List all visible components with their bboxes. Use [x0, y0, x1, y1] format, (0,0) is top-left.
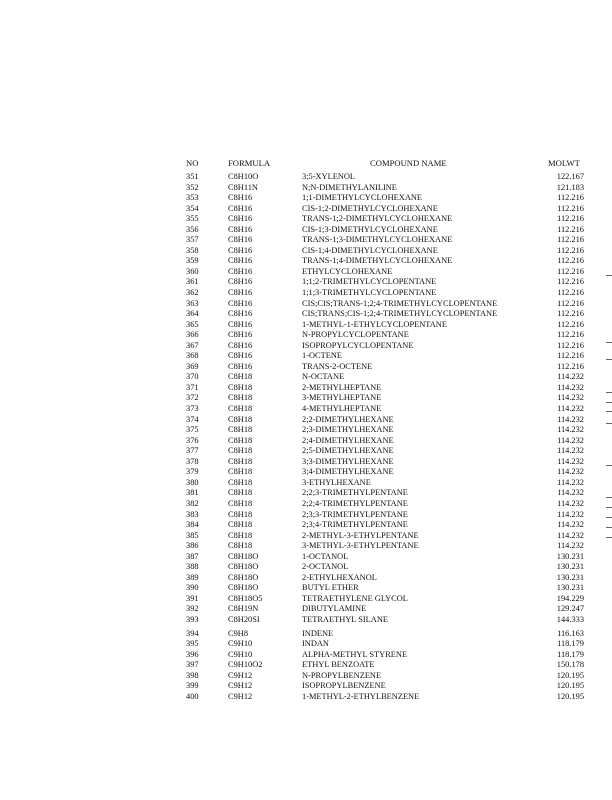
row-compound-name: 2;5-DIMETHYLHEXANE [302, 446, 394, 456]
table-row [0, 425, 612, 436]
table-row [0, 446, 612, 457]
edge-mark [606, 423, 612, 424]
row-compound-name: N-PROPYLCYCLOPENTANE [302, 330, 409, 340]
row-no: 393 [186, 614, 199, 624]
table-row [0, 615, 612, 626]
header-formula: FORMULA [228, 158, 271, 168]
row-molwt: 130.231 [556, 562, 584, 572]
edge-mark [606, 275, 612, 276]
row-formula: C8H16 [228, 266, 253, 276]
row-no: 367 [186, 340, 199, 350]
row-compound-name: 1-METHYL-1-ETHYLCYCLOPENTANE [302, 319, 447, 329]
row-formula: C8H11N [228, 182, 258, 192]
row-no: 387 [186, 551, 199, 561]
table-row [0, 531, 612, 542]
table-row [0, 362, 612, 373]
row-compound-name: ALPHA-METHYL STYRENE [302, 649, 408, 659]
row-compound-name: INDENE [302, 628, 334, 638]
table-row [0, 562, 612, 573]
row-molwt: 112.216 [557, 361, 584, 371]
row-no: 362 [186, 288, 199, 298]
row-formula: C8H18O [228, 583, 259, 593]
table-row [0, 573, 612, 584]
row-molwt: 114.232 [557, 509, 584, 519]
row-molwt: 114.232 [557, 446, 584, 456]
row-no: 358 [186, 245, 199, 255]
row-formula: C8H18 [228, 414, 253, 424]
row-no: 375 [186, 425, 199, 435]
row-formula: C8H18O [228, 572, 259, 582]
table-row [0, 204, 612, 215]
row-no: 361 [186, 277, 199, 287]
row-no: 352 [186, 182, 199, 192]
table-header [0, 158, 612, 170]
row-no: 394 [186, 628, 199, 638]
row-compound-name: TETRAETHYL SILANE [302, 614, 388, 624]
row-formula: C8H16 [228, 214, 253, 224]
row-molwt: 118.179 [557, 639, 584, 649]
table-row [0, 183, 612, 194]
row-compound-name: CIS;CIS;TRANS-1;2;4-TRIMETHYLCYCLOPENTANE [302, 298, 498, 308]
table-row [0, 246, 612, 257]
row-no: 392 [186, 604, 199, 614]
row-compound-name: 1-METHYL-2-ETHYLBENZENE [302, 691, 420, 701]
row-compound-name: TRANS-1;2-DIMETHYLCYCLOHEXANE [302, 214, 453, 224]
row-no: 399 [186, 681, 199, 691]
table-row [0, 604, 612, 615]
row-formula: C8H16 [228, 235, 253, 245]
table-row [0, 404, 612, 415]
row-molwt: 112.216 [557, 235, 584, 245]
table-row [0, 650, 612, 661]
row-no: 354 [186, 203, 199, 213]
row-compound-name: 2;3;3-TRIMETHYLPENTANE [302, 509, 408, 519]
row-formula: C8H18 [228, 498, 253, 508]
row-no: 386 [186, 541, 199, 551]
row-formula: C8H16 [228, 361, 253, 371]
row-formula: C9H8 [228, 628, 249, 638]
table-row [0, 193, 612, 204]
row-molwt: 114.232 [557, 477, 584, 487]
row-molwt: 112.216 [557, 224, 584, 234]
table-row [0, 383, 612, 394]
table-row [0, 277, 612, 288]
row-formula: C9H12 [228, 691, 253, 701]
row-molwt: 114.232 [557, 488, 584, 498]
row-compound-name: 1;1;3-TRIMETHYLCYCLOPENTANE [302, 288, 437, 298]
table-row [0, 415, 612, 426]
row-molwt: 112.216 [557, 277, 584, 287]
compound-table [0, 172, 612, 702]
row-molwt: 116.163 [557, 628, 584, 638]
table-row [0, 681, 612, 692]
table-row [0, 478, 612, 489]
row-compound-name: INDAN [302, 639, 329, 649]
row-compound-name: CIS-1;4-DIMETHYLCYCLOHEXANE [302, 245, 438, 255]
row-molwt: 129.247 [556, 604, 584, 614]
table-row [0, 320, 612, 331]
row-molwt: 114.232 [557, 456, 584, 466]
row-formula: C8H18 [228, 541, 253, 551]
row-formula: C8H16 [228, 277, 253, 287]
row-molwt: 112.216 [557, 309, 584, 319]
row-formula: C8H18 [228, 372, 253, 382]
edge-mark [606, 411, 612, 412]
row-formula: C8H18 [228, 467, 253, 477]
row-compound-name: DIBUTYLAMINE [302, 604, 367, 614]
row-compound-name: CIS;TRANS;CIS-1;2;4-TRIMETHYLCYCLOPENTANE [302, 309, 498, 319]
table-row [0, 594, 612, 605]
row-formula: C8H18 [228, 404, 253, 414]
row-molwt: 114.232 [557, 541, 584, 551]
row-molwt: 112.216 [557, 298, 584, 308]
row-formula: C8H16 [228, 203, 253, 213]
row-compound-name: 2;2-DIMETHYLHEXANE [302, 414, 394, 424]
edge-mark [606, 359, 612, 360]
table-row [0, 541, 612, 552]
row-no: 376 [186, 435, 199, 445]
row-no: 370 [186, 372, 199, 382]
row-compound-name: 2;4-DIMETHYLHEXANE [302, 435, 394, 445]
row-compound-name: 2-METHYL-3-ETHYLPENTANE [302, 530, 419, 540]
row-molwt: 114.232 [557, 435, 584, 445]
row-molwt: 118.179 [557, 649, 584, 659]
table-row [0, 393, 612, 404]
table-row [0, 330, 612, 341]
row-compound-name: CIS-1;3-DIMETHYLCYCLOHEXANE [302, 224, 438, 234]
row-formula: C8H18 [228, 509, 253, 519]
table-row [0, 488, 612, 499]
header-molwt: MOLWT [548, 158, 580, 168]
row-compound-name: N-PROPYLBENZENE [302, 670, 382, 680]
row-molwt: 112.216 [557, 330, 584, 340]
row-molwt: 112.216 [557, 351, 584, 361]
row-compound-name: 3-METHYLHEPTANE [302, 393, 382, 403]
table-row [0, 288, 612, 299]
row-compound-name: 3;3-DIMETHYLHEXANE [302, 456, 394, 466]
row-no: 371 [186, 382, 199, 392]
row-molwt: 130.231 [556, 551, 584, 561]
row-compound-name: 2-ETHYLHEXANOL [302, 572, 377, 582]
table-row [0, 629, 612, 640]
row-formula: C8H18O [228, 551, 259, 561]
row-formula: C8H16 [228, 351, 253, 361]
row-no: 356 [186, 224, 199, 234]
row-compound-name: BUTYL ETHER [302, 583, 359, 593]
row-compound-name: ISOPROPYLBENZENE [302, 681, 386, 691]
row-molwt: 112.216 [557, 288, 584, 298]
table-row [0, 467, 612, 478]
row-formula: C8H18 [228, 520, 253, 530]
row-compound-name: 2;2;3-TRIMETHYLPENTANE [302, 488, 408, 498]
header-no: NO [186, 158, 199, 168]
row-formula: C8H16 [228, 319, 253, 329]
row-no: 398 [186, 670, 199, 680]
row-compound-name: TRANS-1;3-DIMETHYLCYCLOHEXANE [302, 235, 453, 245]
row-no: 374 [186, 414, 199, 424]
row-molwt: 114.232 [557, 372, 584, 382]
row-no: 365 [186, 319, 199, 329]
row-molwt: 114.232 [557, 530, 584, 540]
row-no: 360 [186, 266, 199, 276]
edge-mark [606, 527, 612, 528]
row-no: 400 [186, 691, 199, 701]
edge-mark [606, 507, 612, 508]
row-formula: C8H18 [228, 488, 253, 498]
row-formula: C8H16 [228, 330, 253, 340]
table-row [0, 671, 612, 682]
row-molwt: 112.216 [557, 214, 584, 224]
row-no: 395 [186, 639, 199, 649]
row-no: 381 [186, 488, 199, 498]
row-no: 357 [186, 235, 199, 245]
row-compound-name: N-OCTANE [302, 372, 345, 382]
edge-mark [606, 497, 612, 498]
row-compound-name: 1-OCTANOL [302, 551, 349, 561]
table-row [0, 256, 612, 267]
row-formula: C8H18O [228, 562, 259, 572]
row-formula: C8H18 [228, 456, 253, 466]
row-formula: C8H19N [228, 604, 259, 614]
row-molwt: 112.216 [557, 319, 584, 329]
row-no: 355 [186, 214, 199, 224]
table-row [0, 639, 612, 650]
row-no: 389 [186, 572, 199, 582]
row-no: 369 [186, 361, 199, 371]
table-row [0, 660, 612, 671]
row-formula: C8H16 [228, 298, 253, 308]
row-formula: C8H18 [228, 435, 253, 445]
row-formula: C8H18 [228, 446, 253, 456]
row-formula: C8H16 [228, 288, 253, 298]
row-formula: C8H16 [228, 245, 253, 255]
row-no: 390 [186, 583, 199, 593]
row-formula: C8H16 [228, 224, 253, 234]
table-row [0, 351, 612, 362]
header-compound-name: COMPOUND NAME [370, 158, 447, 168]
row-no: 373 [186, 404, 199, 414]
row-formula: C8H18 [228, 382, 253, 392]
row-no: 391 [186, 593, 199, 603]
row-no: 382 [186, 498, 199, 508]
row-formula: C9H12 [228, 681, 253, 691]
table-row [0, 172, 612, 183]
row-compound-name: 1;1;2-TRIMETHYLCYCLOPENTANE [302, 277, 437, 287]
row-molwt: 114.232 [557, 498, 584, 508]
table-row [0, 583, 612, 594]
row-compound-name: 3-ETHYLHEXANE [302, 477, 371, 487]
row-compound-name: 2-METHYLHEPTANE [302, 382, 382, 392]
table-row [0, 499, 612, 510]
row-no: 377 [186, 446, 199, 456]
row-molwt: 112.216 [557, 340, 584, 350]
row-compound-name: TRANS-1;4-DIMETHYLCYCLOHEXANE [302, 256, 453, 266]
table-row [0, 510, 612, 521]
table-row [0, 436, 612, 447]
row-compound-name: 3;5-XYLENOL [302, 172, 356, 181]
row-no: 351 [186, 172, 199, 181]
row-molwt: 114.232 [557, 425, 584, 435]
row-molwt: 130.231 [556, 583, 584, 593]
row-molwt: 114.232 [557, 414, 584, 424]
row-compound-name: 4-METHYLHEPTANE [302, 404, 382, 414]
table-row [0, 552, 612, 563]
row-compound-name: ETHYL BENZOATE [302, 660, 375, 670]
row-no: 396 [186, 649, 199, 659]
row-no: 397 [186, 660, 199, 670]
row-compound-name: 2;3-DIMETHYLHEXANE [302, 425, 394, 435]
row-formula: C8H16 [228, 256, 253, 266]
row-no: 366 [186, 330, 199, 340]
row-compound-name: ISOPROPYLCYCLOPENTANE [302, 340, 414, 350]
row-no: 363 [186, 298, 199, 308]
row-no: 364 [186, 309, 199, 319]
row-molwt: 114.232 [557, 467, 584, 477]
row-molwt: 112.216 [557, 256, 584, 266]
table-row [0, 235, 612, 246]
row-molwt: 112.216 [557, 203, 584, 213]
row-molwt: 114.232 [557, 520, 584, 530]
table-row [0, 520, 612, 531]
edge-mark [606, 342, 612, 343]
row-formula: C8H16 [228, 309, 253, 319]
row-formula: C9H10O2 [228, 660, 263, 670]
row-molwt: 120.195 [556, 681, 584, 691]
table-row [0, 372, 612, 383]
row-molwt: 130.231 [556, 572, 584, 582]
table-row [0, 299, 612, 310]
row-no: 384 [186, 520, 199, 530]
row-no: 388 [186, 562, 199, 572]
row-molwt: 120.195 [556, 670, 584, 680]
row-molwt: 112.216 [557, 193, 584, 203]
row-formula: C8H18O5 [228, 593, 263, 603]
row-molwt: 122.167 [556, 172, 584, 181]
row-compound-name: 2;3;4-TRIMETHYLPENTANE [302, 520, 408, 530]
row-formula: C8H16 [228, 193, 253, 203]
row-no: 383 [186, 509, 199, 519]
row-molwt: 144.333 [556, 614, 584, 624]
row-no: 385 [186, 530, 199, 540]
row-molwt: 114.232 [557, 404, 584, 414]
table-row [0, 214, 612, 225]
edge-mark [606, 537, 612, 538]
row-compound-name: N;N-DIMETHYLANILINE [302, 182, 397, 192]
row-molwt: 114.232 [557, 382, 584, 392]
row-compound-name: 2;2;4-TRIMETHYLPENTANE [302, 498, 408, 508]
row-formula: C9H10 [228, 639, 253, 649]
row-formula: C8H10O [228, 172, 259, 181]
row-compound-name: 3;4-DIMETHYLHEXANE [302, 467, 394, 477]
row-no: 378 [186, 456, 199, 466]
row-no: 353 [186, 193, 199, 203]
row-no: 359 [186, 256, 199, 266]
table-row [0, 457, 612, 468]
edge-mark [606, 517, 612, 518]
table-row [0, 267, 612, 278]
row-no: 379 [186, 467, 199, 477]
row-compound-name: 1-OCTENE [302, 351, 343, 361]
row-compound-name: 1;1-DIMETHYLCYCLOHEXANE [302, 193, 423, 203]
row-compound-name: TRANS-2-OCTENE [302, 361, 373, 371]
row-molwt: 120.195 [556, 691, 584, 701]
row-formula: C9H10 [228, 649, 253, 659]
row-formula: C8H20SI [228, 614, 260, 624]
row-formula: C9H12 [228, 670, 253, 680]
row-formula: C8H18 [228, 425, 253, 435]
table-row [0, 309, 612, 320]
row-compound-name: ETHYLCYCLOHEXANE [302, 266, 393, 276]
table-row [0, 341, 612, 352]
row-molwt: 112.216 [557, 245, 584, 255]
row-formula: C8H18 [228, 393, 253, 403]
row-no: 372 [186, 393, 199, 403]
row-no: 380 [186, 477, 199, 487]
row-compound-name: CIS-1;2-DIMETHYLCYCLOHEXANE [302, 203, 438, 213]
row-molwt: 194.229 [556, 593, 584, 603]
edge-mark [606, 392, 612, 393]
row-compound-name: 2-OCTANOL [302, 562, 349, 572]
row-molwt: 114.232 [557, 393, 584, 403]
table-row [0, 692, 612, 703]
row-molwt: 150.178 [556, 660, 584, 670]
row-no: 368 [186, 351, 199, 361]
table-row [0, 225, 612, 236]
row-formula: C8H18 [228, 530, 253, 540]
row-formula: C8H18 [228, 477, 253, 487]
edge-mark [606, 402, 612, 403]
row-molwt: 121.183 [556, 182, 584, 192]
row-formula: C8H16 [228, 340, 253, 350]
row-compound-name: TETRAETHYLENE GLYCOL [302, 593, 408, 603]
row-molwt: 112.216 [557, 266, 584, 276]
row-compound-name: 3-METHYL-3-ETHYLPENTANE [302, 541, 419, 551]
edge-mark [606, 465, 612, 466]
